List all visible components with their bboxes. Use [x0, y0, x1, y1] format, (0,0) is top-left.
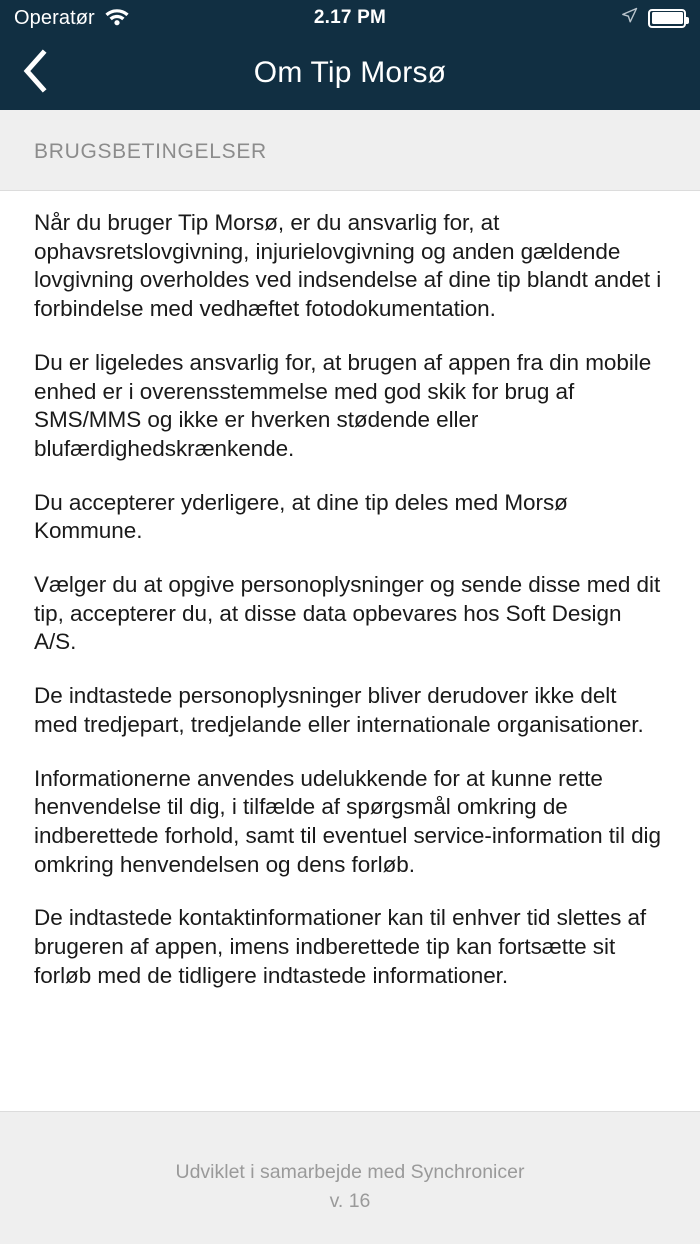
back-button[interactable] [0, 36, 70, 110]
battery-full-icon [648, 9, 686, 28]
terms-paragraph: Når du bruger Tip Morsø, er du ansvarlig for, at ophavsretslovgivning, injurielovgivning og anden gældende lovgivning overholdes ved indsendelse af dine tip blandt andet i forbindelse med vedhæftet fotodokumentation. [34, 210, 662, 322]
section-header-label: BRUGSBETINGELSER [34, 140, 267, 163]
battery-level-fill [652, 12, 683, 24]
terms-content [0, 191, 700, 1111]
location-arrow-icon [621, 7, 638, 29]
wifi-icon [104, 6, 130, 31]
footer [0, 1111, 700, 1244]
status-bar [0, 0, 700, 36]
terms-paragraph: Du er ligeledes ansvarlig for, at brugen af appen fra din mobile enhed er i overensstemmelse med god skik for brug af SMS/MMS og ikke er hverken stødende eller blufærdighedskrænkende. [34, 349, 652, 461]
clock-label: 2.17 PM [313, 7, 387, 28]
footer-credit: Udviklet i samarbejde med Synchronicer [175, 1161, 525, 1183]
terms-paragraph: Vælger du at opgive personoplysninger og sende disse med dit tip, accepterer du, at disse data opbevares hos Soft Design A/S. [34, 572, 661, 655]
status-bar-right [621, 7, 686, 29]
terms-paragraph: De indtastede personoplysninger bliver derudover ikke delt med tredjepart, tredjelande eller internationale organisationer. [34, 683, 644, 737]
page-title: Om Tip Morsø [253, 56, 447, 89]
terms-paragraph: Informationerne anvendes udelukkende for at kunne rette henvendelse til dig, i tilfælde af spørgsmål omkring de indberettede forhold, samt til eventuel service-information til dig omkring henvendelsen og dens forløb. [34, 765, 661, 877]
navigation-bar [0, 36, 700, 110]
status-bar-left [14, 6, 130, 31]
chevron-left-icon [21, 49, 49, 98]
section-header [0, 110, 700, 191]
terms-paragraph: De indtastede kontaktinformationer kan til enhver tid slettes af brugeren af appen, imens indberettede tip kan fortsætte sit forløb med de tidligere indtastede informationer. [34, 905, 647, 988]
footer-version: v. 16 [329, 1190, 371, 1212]
terms-paragraph: Du accepterer yderligere, at dine tip deles med Morsø Kommune. [34, 489, 568, 544]
carrier-label: Operatør [14, 6, 95, 29]
